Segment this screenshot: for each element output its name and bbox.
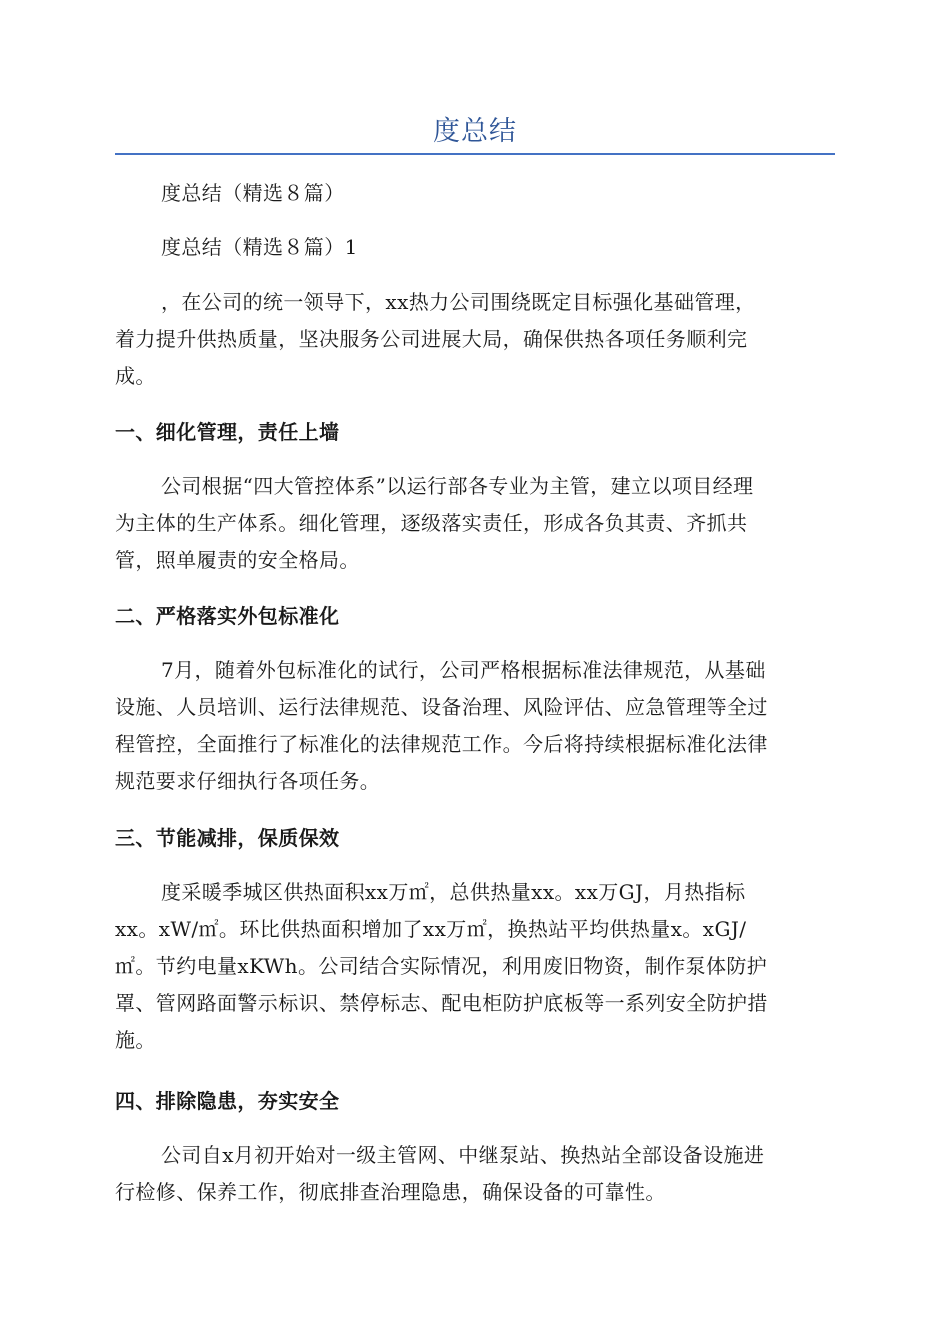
document-title: 度总结 xyxy=(433,116,517,147)
section-3-heading: 三、节能减排，保质保效 xyxy=(115,826,340,850)
paragraph-line: 规范要求仔细执行各项任务。 xyxy=(115,769,381,793)
paragraph-line: 公司自x月初开始对一级主管网、中继泵站、换热站全部设备设施进 xyxy=(161,1143,765,1167)
section-3-paragraph xyxy=(115,874,835,1059)
paragraph-line: 7月，随着外包标准化的试行，公司严格根据标准法律规范，从基础 xyxy=(161,658,766,682)
paragraph-line: 公司根据“四大管控体系”以运行部各专业为主管，建立以项目经理 xyxy=(161,474,754,498)
paragraph-line: 罩、管网路面警示标识、禁停标志、配电柜防护底板等一系列安全防护措 xyxy=(115,991,768,1015)
intro-line: 成。 xyxy=(115,364,156,388)
section-1-heading: 一、细化管理，责任上墙 xyxy=(115,420,340,444)
section-1-paragraph xyxy=(115,468,835,579)
section-4-paragraph xyxy=(115,1137,835,1211)
intro-line: ，在公司的统一领导下，xx热力公司围绕既定目标强化基础管理， xyxy=(161,290,756,314)
subtitle-1-block xyxy=(115,175,835,212)
paragraph-line: 度采暖季城区供热面积xx万㎡，总供热量xx。xx万GJ，月热指标 xyxy=(161,880,746,904)
paragraph-line: 行检修、保养工作，彻底排查治理隐患，确保设备的可靠性。 xyxy=(115,1180,666,1204)
subtitle-2: 度总结（精选８篇）1 xyxy=(161,235,358,259)
intro-paragraph xyxy=(115,284,835,395)
paragraph-line: 设施、人员培训、运行法律规范、设备治理、风险评估、应急管理等全过 xyxy=(115,695,768,719)
subtitle-2-block xyxy=(115,229,835,266)
paragraph-line: 程管控，全面推行了标准化的法律规范工作。今后将持续根据标准化法律 xyxy=(115,732,768,756)
paragraph-line: 管，照单履责的安全格局。 xyxy=(115,548,360,572)
section-4-heading: 四、排除隐患，夯实安全 xyxy=(115,1089,340,1113)
section-2-paragraph xyxy=(115,652,835,800)
intro-line: 着力提升供热质量，坚决服务公司进展大局，确保供热各项任务顺利完 xyxy=(115,327,748,351)
paragraph-line: xx。xW/㎡。环比供热面积增加了xx万㎡，换热站平均供热量x。xGJ/ xyxy=(115,917,747,941)
paragraph-line: ㎡。节约电量xKWh。公司结合实际情况，利用废旧物资，制作泵体防护 xyxy=(115,954,768,978)
title-underline xyxy=(115,153,835,155)
section-2-heading: 二、严格落实外包标准化 xyxy=(115,604,340,628)
paragraph-line: 为主体的生产体系。细化管理，逐级落实责任，形成各负其责、齐抓共 xyxy=(115,511,748,535)
subtitle-1: 度总结（精选８篇） xyxy=(161,181,345,205)
paragraph-line: 施。 xyxy=(115,1028,156,1052)
